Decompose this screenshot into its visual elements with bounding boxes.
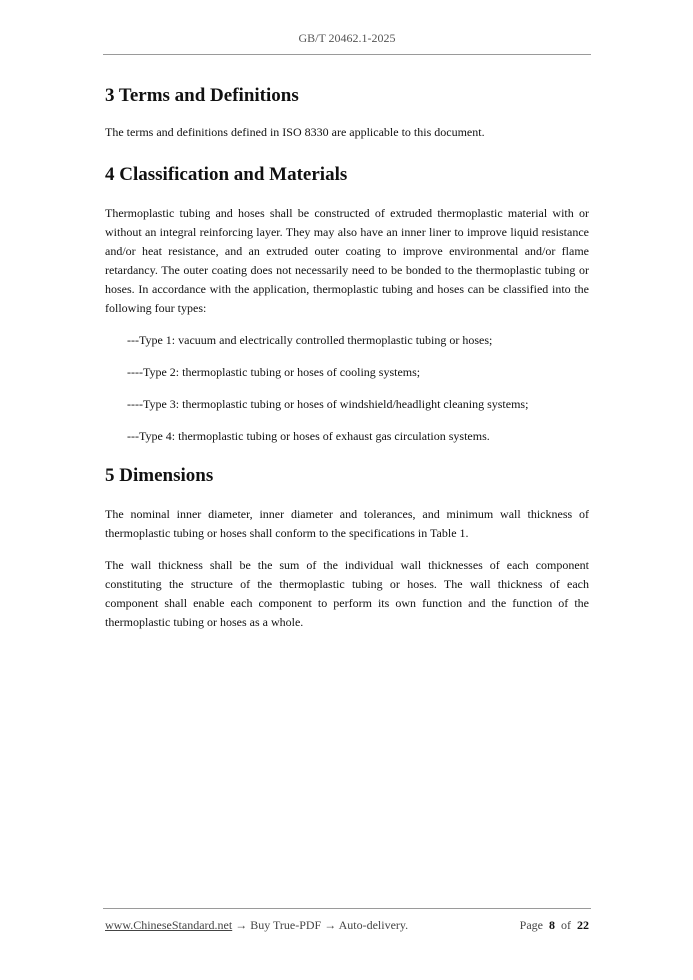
arrow-right-icon: → — [324, 918, 337, 932]
section-4-title: 4 Classification and Materials — [105, 164, 348, 185]
section-4-paragraph: Thermoplastic tubing and hoses shall be constructed of extruded thermoplastic material with or without an integral reinforcing layer. They may also have an inner liner to improve liquid resistance and/or heat resistance, and an extruded outer coating to improve environmental and/or flame retardancy. The outer coating does not necessarily need to be bonded to the thermoplastic tubing or hoses. In accordance with the application, thermoplastic tubing and hoses can be classified into the following four types: — [105, 206, 589, 315]
section-5-paragraph-1: The nominal inner diameter, inner diameter and tolerances, and minimum wall thickness of thermoplastic tubing or hoses shall conform to the specifications in Table 1. — [105, 507, 589, 540]
header-divider — [103, 54, 591, 55]
footer-divider — [103, 908, 591, 909]
of-label: of — [561, 918, 571, 932]
arrow-right-icon: → — [235, 918, 248, 932]
type-3-item: ----Type 3: thermoplastic tubing or hoses of windshield/headlight cleaning systems; — [127, 397, 529, 411]
section-3-paragraph: The terms and definitions defined in ISO 8330 are applicable to this document. — [105, 125, 485, 139]
footer-promo — [105, 918, 408, 933]
section-5-title: 5 Dimensions — [105, 465, 214, 486]
document-id-header: GB/T 20462.1-2025 — [298, 31, 396, 45]
auto-delivery-text: Auto-delivery. — [338, 918, 409, 932]
type-1-item: ---Type 1: vacuum and electrically controlled thermoplastic tubing or hoses; — [127, 333, 493, 347]
website-link[interactable]: www.ChineseStandard.net — [105, 918, 233, 932]
section-3-title: 3 Terms and Definitions — [105, 85, 299, 106]
page-label: Page — [519, 918, 543, 932]
buy-pdf-text: Buy True-PDF — [250, 918, 322, 932]
total-pages: 22 — [577, 918, 589, 932]
section-5-paragraph-2: The wall thickness shall be the sum of the individual wall thicknesses of each component constituting the structure of the thermoplastic tubing or hoses. The wall thickness of each component shall enable each component to perform its own function and the function of the thermoplastic tubing or hoses as a whole. — [105, 558, 589, 629]
type-2-item: ----Type 2: thermoplastic tubing or hoses of cooling systems; — [127, 365, 421, 379]
page-content — [105, 84, 589, 632]
type-4-item: ---Type 4: thermoplastic tubing or hoses of exhaust gas circulation systems. — [127, 429, 490, 443]
current-page: 8 — [549, 918, 555, 932]
page-number — [520, 918, 589, 933]
